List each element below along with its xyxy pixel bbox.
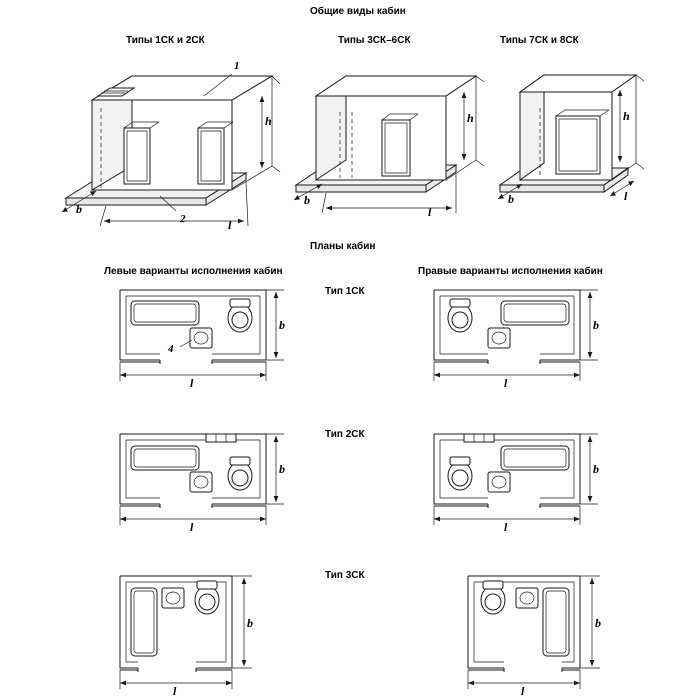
isometric-view-2 — [294, 76, 484, 213]
dim-l-plan1-left: l — [190, 376, 194, 390]
dim-l-plan3-right: l — [521, 684, 525, 698]
plan-3sk-left — [120, 576, 252, 689]
dim-b-plan1-left: b — [279, 318, 285, 332]
dim-h-view2: h — [467, 111, 474, 125]
isometric-view-3 — [498, 75, 644, 199]
dim-b-plan1-right: b — [593, 318, 599, 332]
dim-h-view3: h — [623, 109, 630, 123]
callout-1: 1 — [234, 60, 240, 72]
title-plans: Планы кабин — [310, 241, 376, 252]
dim-b-view1: b — [76, 202, 82, 216]
dim-b-view3: b — [508, 192, 514, 206]
view-caption-1: Типы 1СК и 2СК — [126, 35, 205, 46]
dim-l-plan2-left: l — [190, 520, 194, 534]
plan-1sk-left — [120, 290, 284, 381]
plan-row-label-3: Тип 3СК — [325, 570, 365, 581]
dim-b-plan3-right: b — [595, 616, 601, 630]
view-caption-3: Типы 7СК и 8СК — [500, 35, 579, 46]
callout-2: 2 — [180, 213, 186, 225]
dim-l-plan3-left: l — [173, 684, 177, 698]
dim-l-view1: l — [228, 218, 232, 232]
plan-row-label-1: Тип 1СК — [325, 286, 365, 297]
callout-4: 4 — [168, 343, 174, 355]
plan-row-label-2: Тип 2СК — [325, 429, 365, 440]
view-caption-2: Типы 3СК–6СК — [338, 35, 411, 46]
dim-l-plan1-right: l — [504, 376, 508, 390]
dim-l-view2: l — [428, 205, 432, 219]
dim-l-view3: l — [624, 189, 628, 203]
plan-1sk-right — [434, 290, 598, 381]
isometric-view-1 — [62, 74, 280, 226]
plan-header-right: Правые варианты исполнения кабин — [418, 266, 603, 277]
plan-3sk-right — [468, 576, 600, 689]
plan-2sk-left — [120, 434, 284, 525]
plan-header-left: Левые варианты исполнения кабин — [104, 266, 283, 277]
dim-b-plan2-right: b — [593, 462, 599, 476]
dim-b-view2: b — [304, 193, 310, 207]
dim-b-plan2-left: b — [279, 462, 285, 476]
plan-2sk-right — [434, 434, 598, 525]
dim-h-view1: h — [265, 114, 272, 128]
dim-l-plan2-right: l — [504, 520, 508, 534]
title-general-views: Общие виды кабин — [310, 6, 406, 17]
dim-b-plan3-left: b — [247, 616, 253, 630]
